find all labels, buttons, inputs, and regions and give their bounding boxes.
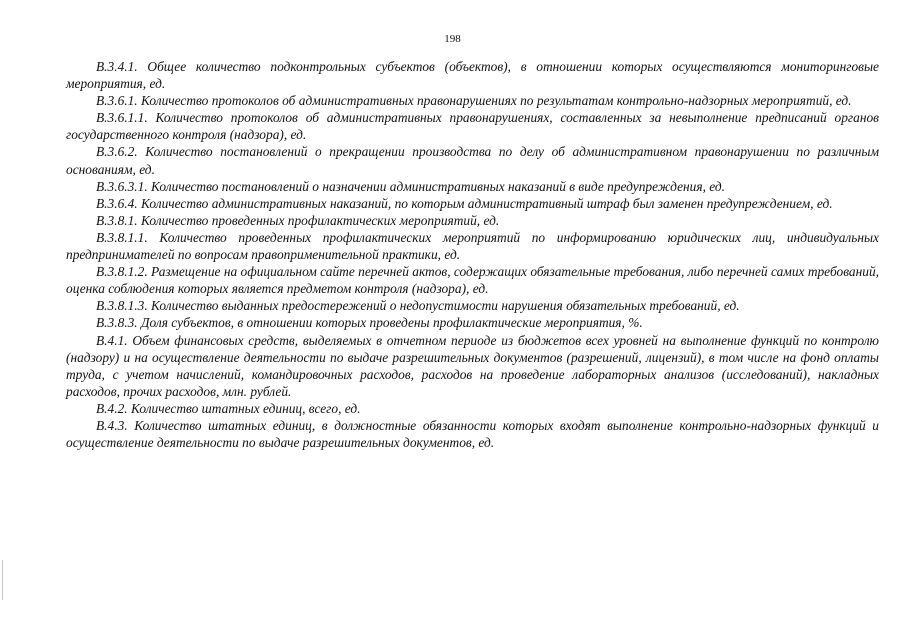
paragraph-b-3-6-1: В.3.6.1. Количество протоколов об административных правонарушениях по результатам контрольно-надзорных мероприятий, ед. [96,93,852,109]
paragraph-b-3-6-2: В.3.6.2. Количество постановлений о прекращении производства по делу об административном правонарушении по различным основаниям, ед. [66,144,879,177]
paragraph-b-4-3: В.4.3. Количество штатных единиц, в должностные обязанности которых входят выполнение контрольно-надзорных функций и осуществление деятельности по выдаче разрешительных документов, ед. [66,417,879,451]
paragraph-b-3-8-3: В.3.8.3. Доля субъектов, в отношении которых проведены профилактические мероприятия, %. [96,315,643,331]
paragraph-b-3-8-1-3: В.3.8.1.3. Количество выданных предостережений о недопустимости нарушения обязательных требований, ед. [96,298,740,314]
paragraph-b-4-2: В.4.2. Количество штатных единиц, всего, ед. [96,400,361,416]
paragraph-b-4-1: В.4.1. Объем финансовых средств, выделяемых в отчетном периоде из бюджетов всех уровней на выполнение функций по контролю (надзору) и на осуществление деятельности по выдаче разрешительных документов (разрешений, лицензий), в том числе на фонд оплаты труда, с учетом начислений, командировочных расходов, расходов на проведение лабораторных анализов (исследований), накладных расходов, прочих расходов, млн. рублей. [66,332,879,399]
document-body [66,58,879,451]
page-number: 198 [444,33,461,45]
paragraph-b-3-6-3-1: В.3.6.3.1. Количество постановлений о назначении административных наказаний в виде предупреждения, ед. [96,178,726,194]
paragraph-b-3-8-1-1: В.3.8.1.1. Количество проведенных профилактических мероприятий по информированию юридических лиц, индивидуальных предпринимателей по вопросам правоприменительной практики, ед. [66,229,879,263]
paragraph-b-3-6-4: В.3.6.4. Количество административных наказаний, по которым административный штраф был заменен предупреждением, ед. [96,195,833,211]
paragraph-b-3-6-1-1: В.3.6.1.1. Количество протоколов об административных правонарушениях, составленных за невыполнение предписаний органов государственного контроля (надзора), ед. [66,110,879,143]
paragraph-b-3-4-1: В.3.4.1. Общее количество подконтрольных субъектов (объектов), в отношении которых осуществляются мониторинговые мероприятия, ед. [66,59,879,92]
paragraph-b-3-8-1: В.3.8.1. Количество проведенных профилактических мероприятий, ед. [96,212,500,228]
scan-edge-mark [2,560,3,600]
paragraph-b-3-8-1-2: В.3.8.1.2. Размещение на официальном сайте перечней актов, содержащих обязательные требования, либо перечней самих требований, оценка соблюдения которых является предметом контроля (надзора), ед. [66,264,879,297]
